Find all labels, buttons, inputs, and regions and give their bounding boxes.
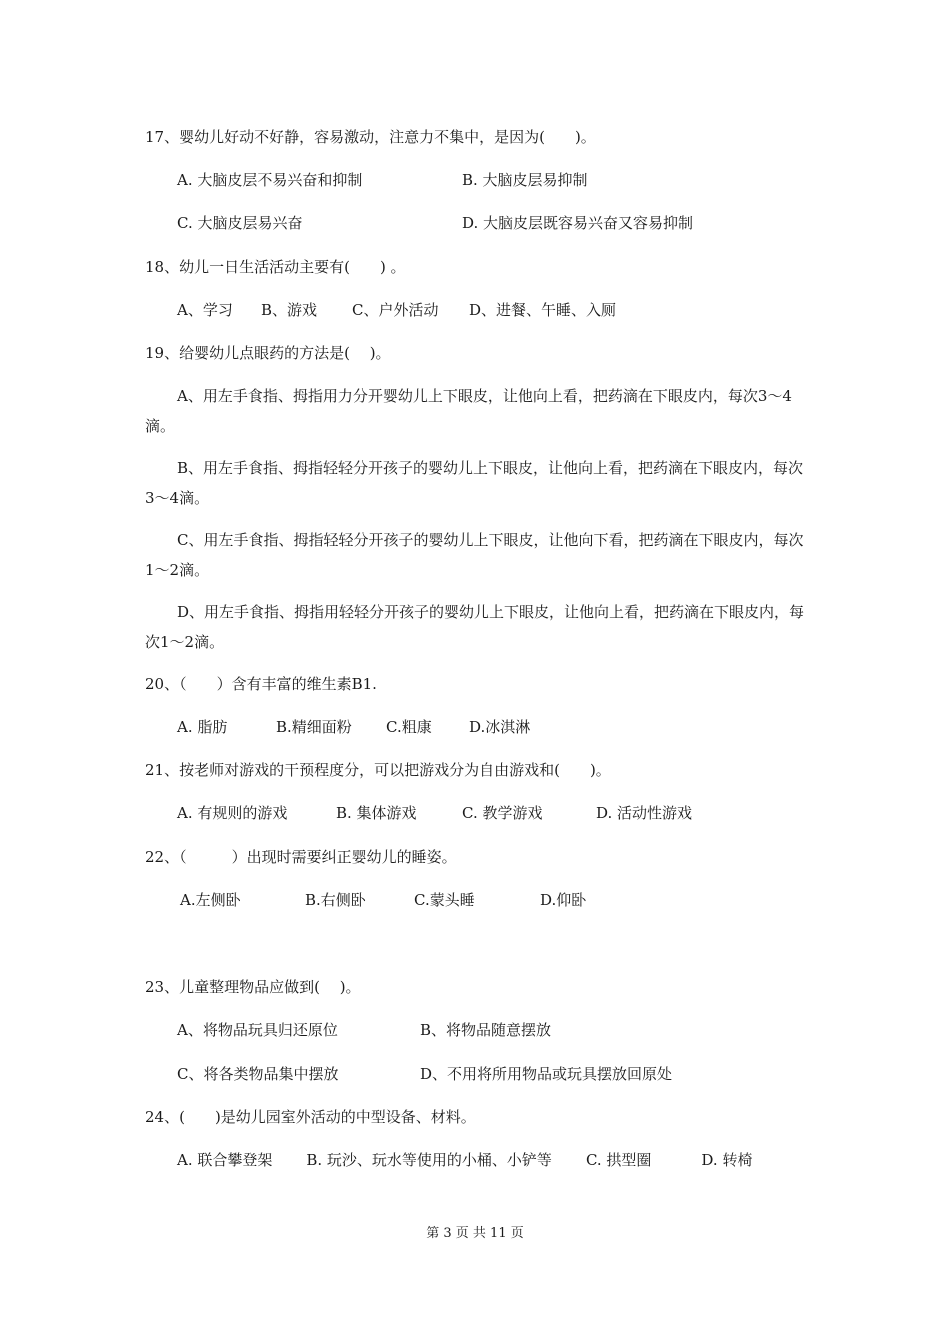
question-23-stem: 23、儿童整理物品应做到( )。 xyxy=(145,978,361,996)
question-21-option-c: C. 教学游戏 xyxy=(462,804,543,822)
question-22-option-c: C.蒙头睡 xyxy=(414,891,475,909)
question-19-option-c: C、用左手食指、拇指轻轻分开孩子的婴幼儿上下眼皮，让他向下看，把药滴在下眼皮内，每次1～2滴。 xyxy=(145,531,804,579)
question-21-option-d: D. 活动性游戏 xyxy=(596,804,693,822)
question-22-option-a: A.左侧卧 xyxy=(180,891,241,909)
question-20-option-d: D.冰淇淋 xyxy=(469,718,531,736)
question-23-option-c: C、将各类物品集中摆放 xyxy=(177,1065,339,1083)
question-17-option-c: C. 大脑皮层易兴奋 xyxy=(177,214,303,232)
question-18-stem: 18、幼儿一日生活活动主要有( ) 。 xyxy=(145,258,406,276)
question-24-stem: 24、( )是幼儿园室外活动的中型设备、材料。 xyxy=(145,1108,476,1126)
question-24-option-d: D. 转椅 xyxy=(701,1151,753,1169)
question-20-option-a: A. 脂肪 xyxy=(177,718,228,736)
question-23-option-a: A、将物品玩具归还原位 xyxy=(177,1021,338,1039)
question-18-option-b: B、游戏 xyxy=(261,301,318,319)
question-19-option-b: B、用左手食指、拇指轻轻分开孩子的婴幼儿上下眼皮，让他向上看，把药滴在下眼皮内，每次3～4滴。 xyxy=(145,459,804,507)
question-17-option-a: A. 大脑皮层不易兴奋和抑制 xyxy=(177,171,363,189)
question-24-option-c: C. 拱型圈 xyxy=(585,1151,652,1169)
question-17-option-b: B. 大脑皮层易抑制 xyxy=(462,171,588,189)
question-20-option-b: B.精细面粉 xyxy=(276,718,352,736)
question-21-option-a: A. 有规则的游戏 xyxy=(177,804,288,822)
question-22-option-b: B.右侧卧 xyxy=(305,891,366,909)
question-18-option-d: D、进餐、午睡、入厕 xyxy=(469,301,617,319)
question-23-option-b: B、将物品随意摆放 xyxy=(420,1021,552,1039)
question-18-option-c: C、户外活动 xyxy=(352,301,439,319)
question-23-option-d: D、不用将所用物品或玩具摆放回原处 xyxy=(420,1065,673,1083)
question-19-option-a: A、用左手食指、拇指用力分开婴幼儿上下眼皮，让他向上看，把药滴在下眼皮内，每次3～4滴。 xyxy=(145,387,792,435)
question-20-stem: 20、（ ）含有丰富的维生素B1. xyxy=(145,675,377,693)
question-19-option-d: D、用左手食指、拇指用轻轻分开孩子的婴幼儿上下眼皮，让他向上看，把药滴在下眼皮内，每次1～2滴。 xyxy=(145,603,805,651)
question-20-option-c: C.粗康 xyxy=(386,718,432,736)
question-17-stem: 17、婴幼儿好动不好静，容易激动，注意力不集中，是因为( )。 xyxy=(145,128,596,146)
question-17-option-d: D. 大脑皮层既容易兴奋又容易抑制 xyxy=(462,214,694,232)
question-24-option-b: B. 玩沙、玩水等使用的小桶、小铲等 xyxy=(306,1151,552,1169)
question-24-options xyxy=(145,1145,805,1175)
question-19-stem: 19、给婴幼儿点眼药的方法是( )。 xyxy=(145,344,391,362)
question-22-option-d: D.仰卧 xyxy=(540,891,587,909)
question-21-stem: 21、按老师对游戏的干预程度分，可以把游戏分为自由游戏和( )。 xyxy=(145,761,611,779)
question-22-stem: 22、（ ）出现时需要纠正婴幼儿的睡姿。 xyxy=(145,848,457,866)
page-footer: 第 3 页 共 11 页 xyxy=(426,1226,524,1241)
question-24-option-a: A. 联合攀登架 xyxy=(177,1151,273,1169)
question-18-option-a: A、学习 xyxy=(177,301,233,319)
question-21-option-b: B. 集体游戏 xyxy=(336,804,417,822)
